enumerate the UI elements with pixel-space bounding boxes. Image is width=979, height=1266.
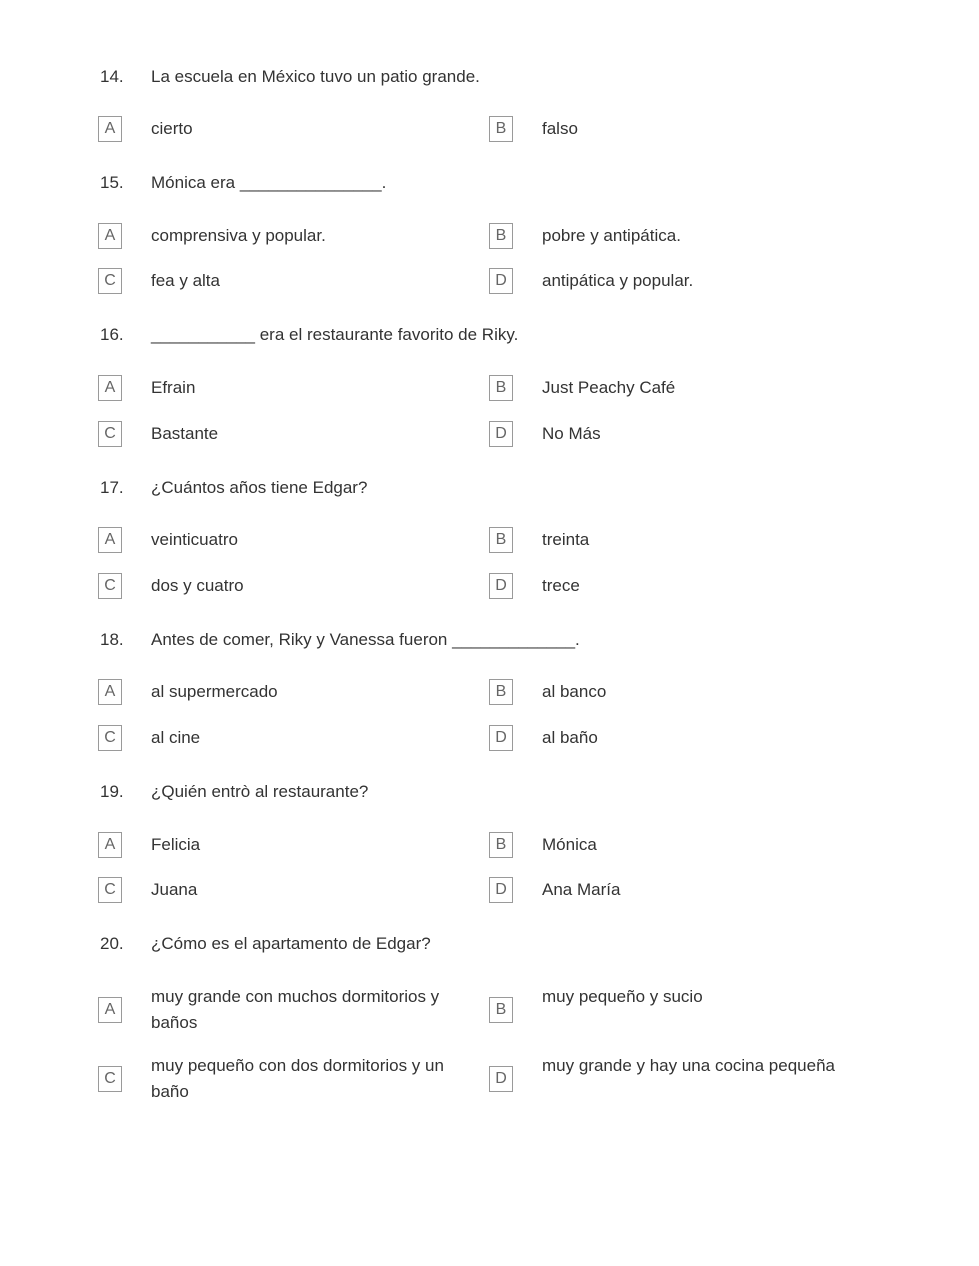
option-16-a[interactable]: [98, 375, 468, 401]
question-text: La escuela en México tuvo un patio grande.: [151, 67, 480, 86]
option-text: falso: [542, 119, 578, 138]
option-text: comprensiva y popular.: [151, 226, 326, 245]
option-20-d[interactable]: [489, 1053, 859, 1105]
option-17-a[interactable]: [98, 527, 468, 553]
option-letter-box[interactable]: C: [98, 573, 122, 599]
option-letter-box[interactable]: A: [98, 375, 122, 401]
option-letter-box[interactable]: B: [489, 679, 513, 705]
option-text: muy pequeño y sucio: [542, 987, 703, 1006]
option-18-b[interactable]: [489, 679, 859, 705]
option-20-a[interactable]: [98, 984, 468, 1036]
option-letter-box[interactable]: D: [489, 421, 513, 447]
option-18-a[interactable]: [98, 679, 468, 705]
option-14-a[interactable]: [98, 116, 468, 142]
question-text: Mónica era _______________.: [151, 173, 387, 192]
option-letter-box[interactable]: B: [489, 375, 513, 401]
option-text: al cine: [151, 728, 201, 747]
question-text: Antes de comer, Riky y Vanessa fueron _____________.: [151, 630, 580, 649]
option-letter-box[interactable]: A: [98, 997, 122, 1023]
option-19-b[interactable]: [489, 832, 859, 858]
option-16-d[interactable]: [489, 421, 859, 447]
option-17-c[interactable]: [98, 573, 468, 599]
option-16-b[interactable]: [489, 375, 859, 401]
option-text: antipática y popular.: [542, 271, 694, 290]
question-number: 20.: [100, 934, 124, 953]
option-text: Just Peachy Café: [542, 378, 676, 397]
question-number: 14.: [100, 67, 124, 86]
option-text: al banco: [542, 682, 607, 701]
option-18-c[interactable]: [98, 725, 468, 751]
option-15-b[interactable]: [489, 223, 859, 249]
question-text: ¿Quién entrò al restaurante?: [151, 782, 369, 801]
option-19-d[interactable]: [489, 877, 859, 903]
option-17-d[interactable]: [489, 573, 859, 599]
option-letter-box[interactable]: B: [489, 223, 513, 249]
option-text: muy grande y hay una cocina pequeña: [542, 1056, 835, 1075]
question-number: 16.: [100, 325, 124, 344]
option-15-c[interactable]: [98, 268, 468, 294]
option-14-b[interactable]: [489, 116, 859, 142]
option-letter-box[interactable]: A: [98, 527, 122, 553]
question-number: 18.: [100, 630, 124, 649]
option-letter-box[interactable]: A: [98, 832, 122, 858]
option-letter-box[interactable]: B: [489, 116, 513, 142]
option-text: muy grande con muchos dormitorios y baños: [151, 987, 440, 1032]
option-15-a[interactable]: [98, 223, 468, 249]
option-19-a[interactable]: [98, 832, 468, 858]
question-number: 17.: [100, 478, 124, 497]
option-letter-box[interactable]: B: [489, 997, 513, 1023]
option-text: Ana María: [542, 880, 621, 899]
option-letter-box[interactable]: C: [98, 1066, 122, 1092]
option-17-b[interactable]: [489, 527, 859, 553]
option-18-d[interactable]: [489, 725, 859, 751]
option-letter-box[interactable]: B: [489, 527, 513, 553]
option-text: dos y cuatro: [151, 576, 244, 595]
option-letter-box[interactable]: C: [98, 421, 122, 447]
option-letter-box[interactable]: B: [489, 832, 513, 858]
option-letter-box[interactable]: C: [98, 268, 122, 294]
option-text: Mónica: [542, 835, 597, 854]
option-letter-box[interactable]: D: [489, 268, 513, 294]
option-letter-box[interactable]: A: [98, 223, 122, 249]
option-text: treinta: [542, 530, 590, 549]
option-19-c[interactable]: [98, 877, 468, 903]
option-letter-box[interactable]: D: [489, 725, 513, 751]
option-letter-box[interactable]: A: [98, 116, 122, 142]
option-text: al baño: [542, 728, 598, 747]
option-text: cierto: [151, 119, 193, 138]
option-text: Juana: [151, 880, 198, 899]
option-text: fea y alta: [151, 271, 220, 290]
option-text: No Más: [542, 424, 601, 443]
option-text: muy pequeño con dos dormitorios y un baño: [151, 1056, 444, 1101]
option-text: veinticuatro: [151, 530, 238, 549]
option-text: al supermercado: [151, 682, 278, 701]
question-number: 15.: [100, 173, 124, 192]
question-text: ¿Cuántos años tiene Edgar?: [151, 478, 368, 497]
option-20-c[interactable]: [98, 1053, 468, 1105]
option-text: trece: [542, 576, 580, 595]
option-letter-box[interactable]: C: [98, 877, 122, 903]
question-text: ¿Cómo es el apartamento de Edgar?: [151, 934, 431, 953]
option-15-d[interactable]: [489, 268, 859, 294]
option-20-b[interactable]: [489, 984, 859, 1036]
option-letter-box[interactable]: D: [489, 573, 513, 599]
option-text: pobre y antipática.: [542, 226, 681, 245]
option-letter-box[interactable]: A: [98, 679, 122, 705]
question-number: 19.: [100, 782, 124, 801]
option-text: Felicia: [151, 835, 201, 854]
option-letter-box[interactable]: C: [98, 725, 122, 751]
option-letter-box[interactable]: D: [489, 877, 513, 903]
question-text: ___________ era el restaurante favorito de Riky.: [151, 325, 519, 344]
option-text: Efrain: [151, 378, 196, 397]
option-text: Bastante: [151, 424, 219, 443]
option-letter-box[interactable]: D: [489, 1066, 513, 1092]
option-16-c[interactable]: [98, 421, 468, 447]
